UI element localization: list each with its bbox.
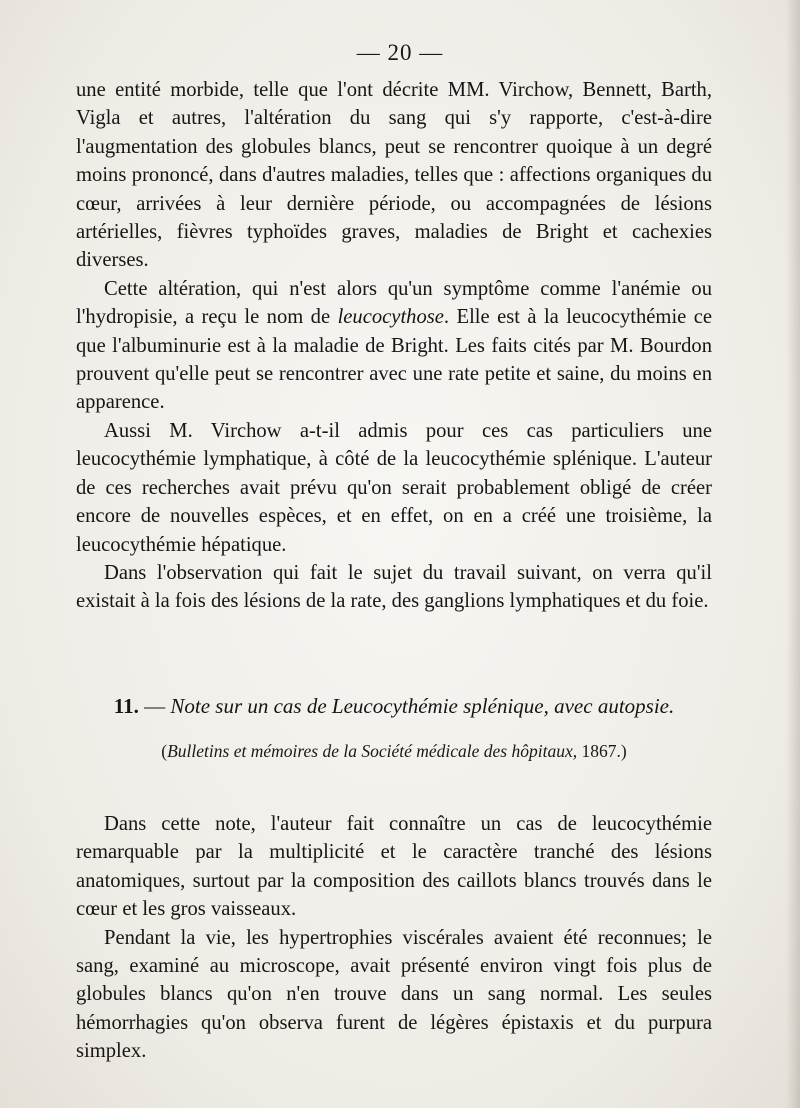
paragraph-2	[76, 275, 712, 417]
paragraph-3: Aussi M. Virchow a-t-il admis pour ces cas particuliers une leucocythémie lymphatique, à côté de la leucocythémie splénique. L'auteur de ces recherches avait prévu qu'on serait probablement obligé de créer encore de nouvelles espèces, et en effet, on en a créé une troisième, la leucocythémie hépatique.	[76, 419, 712, 556]
section-title: Note sur un cas de Leucocythémie splénique, avec autopsie.	[170, 694, 675, 718]
section-paragraph-2: Pendant la vie, les hypertrophies viscérales avaient été reconnues; le sang, examiné au microscope, avait présenté environ vingt fois plus de globules blancs qu'on n'en trouve dans un sang normal. Les seules hémorrhagies qu'on observa furent de légères épistaxis et du purpura simplex.	[76, 926, 712, 1063]
section-paragraph-1: Dans cette note, l'auteur fait connaître un cas de leucocythémie remarquable par la multiplicité et le caractère tranché des lésions anatomiques, surtout par la composition des caillots blancs trouvés dans le cœur et les gros vaisseaux.	[76, 813, 712, 921]
citation-title: Bulletins et mémoires de la Société médicale des hôpitaux,	[167, 741, 578, 761]
section-dash: —	[138, 694, 171, 718]
body-text-lower	[76, 810, 712, 1066]
page-edge-shadow	[786, 0, 800, 1108]
page-number: — 20 —	[356, 40, 444, 65]
term-leucocythose: leucocythose	[337, 306, 444, 329]
citation-open: (	[161, 741, 168, 761]
paragraph-4: Dans l'observation qui fait le sujet du travail suivant, on verra qu'il existait à la fois des lésions de la rate, des ganglions lymphatiques et du foie.	[76, 561, 712, 613]
section-citation	[76, 741, 712, 762]
section-heading	[76, 694, 712, 719]
paragraph-2-start: Cette altération, qui n'est alors qu'un symptôme comme l'anémie ou l'hydropisie, a reçu le nom de	[76, 277, 712, 329]
paragraph-2-end: . Elle est à la leucocythémie ce que l'albuminurie est à la maladie de Bright. Les faits cités par M. Bourdon prouvent qu'elle peut se rencontrer avec une rate petite et saine, du moins en apparence.	[76, 306, 713, 414]
citation-year: 1867.)	[577, 741, 627, 761]
section-number: 11.	[113, 694, 139, 718]
paragraph-1: une entité morbide, telle que l'ont décrite MM. Virchow, Bennett, Barth, Vigla et autres, l'altération du sang qui s'y rapporte, c'est-à-dire l'augmentation des globules blancs, peut se rencontrer quoique à un degré moins prononcé, dans d'autres maladies, telles que : affections organiques du cœur, arrivées à leur dernière période, ou accompagnées de lésions artérielles, fièvres typhoïdes graves, maladies de Bright et cachexies diverses.	[76, 79, 712, 272]
body-text-upper	[76, 76, 712, 616]
